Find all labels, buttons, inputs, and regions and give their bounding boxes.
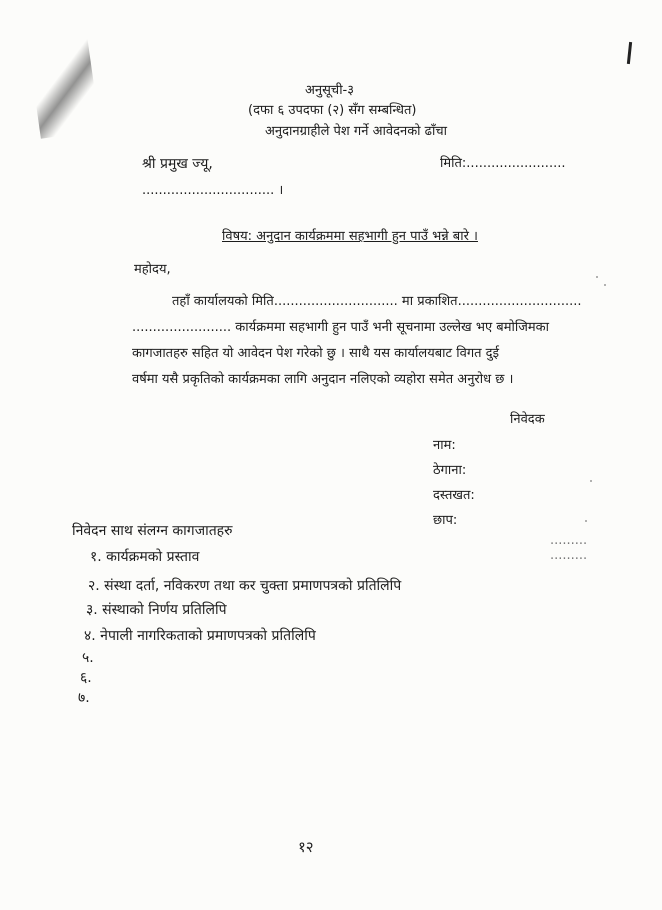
attachment-item-7: ७. — [78, 690, 90, 706]
applicant-address-label: ठेगाना: — [433, 463, 467, 478]
attachment-item-3: ३. संस्थाको निर्णय प्रतिलिपि — [86, 602, 227, 618]
scan-speck — [585, 520, 587, 522]
fill-dots-2: ......... — [550, 548, 588, 563]
form-title: अनुदानग्राहीले पेश गर्ने आवेदनको ढाँचा — [265, 124, 447, 139]
greeting: महोदय, — [134, 262, 171, 277]
attachments-heading: निवेदन साथ संलग्न कागजातहरु — [72, 523, 233, 539]
section-reference: (दफा ६ उपदफा (२) सँग सम्बन्धित) — [248, 103, 417, 118]
salutation: श्री प्रमुख ज्यू, — [142, 156, 213, 172]
date-field: मिति:........................ — [440, 156, 566, 171]
body-line-4: वर्षमा यसै प्रकृतिको कार्यक्रमका लागि अनुदान नलिएको व्यहोरा समेत अनुरोध छ । — [132, 372, 514, 387]
attachment-item-2: २. संस्था दर्ता, नविकरण तथा कर चुक्ता प्रमाणपत्रको प्रतिलिपि — [88, 578, 402, 594]
fill-dots-1: ......... — [550, 533, 588, 548]
edge-mark — [627, 42, 632, 64]
applicant-stamp-label: छाप: — [433, 513, 458, 528]
attachment-item-4: ४. नेपाली नागरिकताको प्रमाणपत्रको प्रतिलिपि — [84, 628, 316, 644]
page-fold-shadow — [28, 36, 101, 138]
applicant-title: निवेदक — [510, 412, 545, 427]
applicant-name-label: नाम: — [433, 438, 456, 453]
page-number: १२ — [298, 838, 314, 856]
body-line-3: कागजातहरु सहित यो आवेदन पेश गरेको छु । साथै यस कार्यालयबाट विगत दुई — [132, 346, 499, 361]
body-line-1: तहाँ कार्यालयको मिति.............................. मा प्रकाशित.............................. — [172, 294, 582, 309]
addressee-name-blank: ................................ । — [142, 183, 284, 198]
applicant-signature-label: दस्तखत: — [433, 488, 475, 503]
attachment-item-6: ६. — [80, 670, 92, 686]
scan-speck — [596, 276, 598, 278]
scan-speck — [604, 284, 606, 286]
body-line-2: ........................ कार्यक्रममा सहभागी हुन पाउँ भनी सूचनामा उल्लेख भए बमोजिमका — [132, 320, 549, 335]
attachment-item-5: ५. — [82, 650, 94, 666]
annex-label: अनुसूची-३ — [305, 83, 355, 98]
scan-speck — [590, 480, 592, 482]
attachment-item-1: १. कार्यक्रमको प्रस्ताव — [90, 549, 200, 565]
subject-line: विषय: अनुदान कार्यक्रममा सहभागी हुन पाउँ भन्ने बारे । — [222, 229, 478, 244]
